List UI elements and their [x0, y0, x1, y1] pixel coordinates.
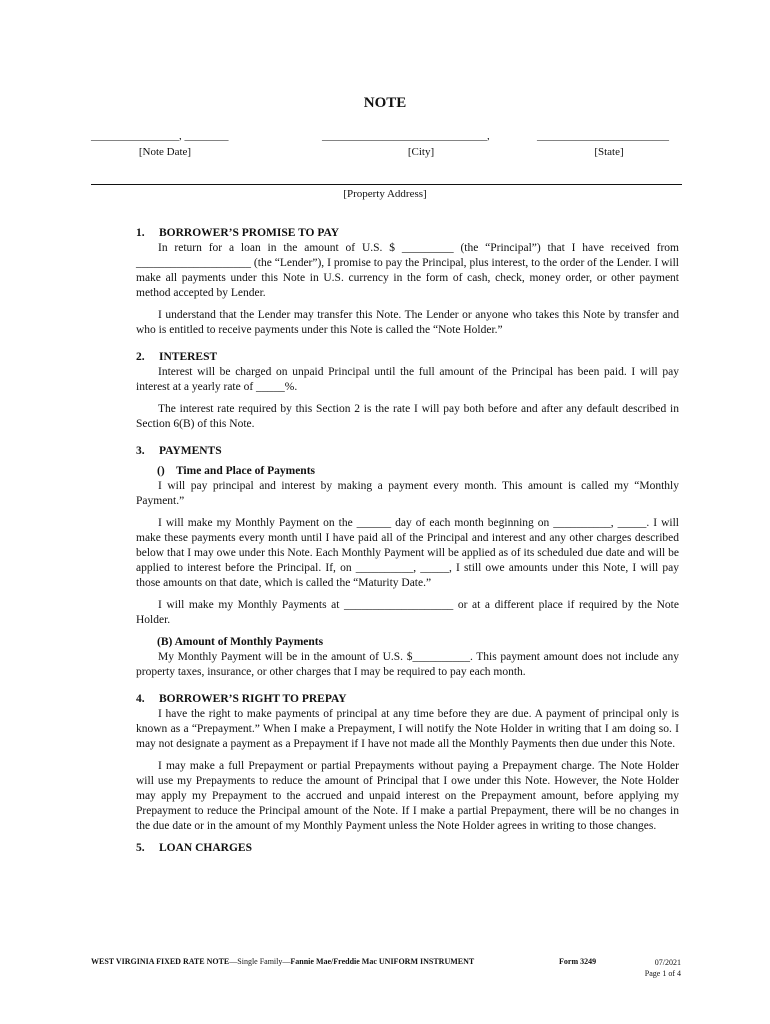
note-date-caption: [Note Date]	[138, 146, 192, 158]
form-date-page	[645, 957, 681, 979]
section-title: LOAN CHARGES	[159, 842, 252, 854]
city-blank: ______________________________,	[322, 130, 490, 142]
section-1	[136, 226, 679, 338]
section-number: 2.	[136, 351, 145, 363]
section-heading	[136, 692, 679, 707]
form-date: 07/2021	[654, 958, 681, 967]
state-caption: [State]	[594, 146, 624, 158]
section-heading	[136, 226, 679, 241]
section-heading	[136, 350, 679, 365]
section-heading	[136, 444, 679, 459]
section-title: BORROWER’S RIGHT TO PREPAY	[159, 693, 347, 705]
document-title: NOTE	[363, 95, 407, 111]
paragraph: I may make a full Prepayment or partial Prepayments without paying a Prepayment charge. The Note Holder will use my Prepayments to reduce the amount of Principal that I owe under this Note. However, the Note Holder may apply my Prepayment to the accrued and unpaid interest on the Prepayment amount, before applying my Prepayment to reduce the Principal amount of the Note. If I make a partial Prepayment, there will be no changes in the due date or in the amount of my Monthly Payment unless the Note Holder agrees in writing to those changes.	[136, 760, 679, 832]
section-heading	[136, 841, 679, 856]
paragraph: The interest rate required by this Section 2 is the rate I will pay both before and after any default described in Section 6(B) of this Note.	[136, 403, 679, 430]
form-title-state: WEST VIRGINIA FIXED RATE NOTE	[91, 957, 230, 966]
paragraph: My Monthly Payment will be in the amount of U.S. $__________. This payment amount does not include any property taxes, insurance, or other charges that I may be required to pay each month.	[136, 651, 679, 678]
paragraph: Interest will be charged on unpaid Principal until the full amount of the Principal has been paid. I will pay interest at a yearly rate of _____%.	[136, 366, 679, 393]
section-3	[136, 444, 679, 680]
state-blank: ________________________	[537, 130, 669, 142]
form-number: Form 3249	[559, 957, 597, 966]
section-title: PAYMENTS	[159, 445, 222, 457]
city-caption: [City]	[407, 146, 435, 158]
subsection-heading-a: () Time and Place of Payments	[157, 465, 316, 477]
form-title-instrument: Fannie Mae/Freddie Mac UNIFORM INSTRUMENT	[290, 957, 475, 966]
section-number: 3.	[136, 445, 145, 457]
section-number: 5.	[136, 842, 145, 854]
section-4	[136, 692, 679, 834]
note-body	[136, 226, 679, 856]
property-address-caption: [Property Address]	[343, 188, 427, 200]
form-title-family: —Single Family—	[229, 957, 291, 966]
section-2	[136, 350, 679, 432]
section-title: BORROWER’S PROMISE TO PAY	[159, 227, 340, 239]
note-date-blank: ________________, ________	[91, 130, 229, 142]
form-title	[91, 957, 474, 966]
paragraph: I will make my Monthly Payments at ___________________ or at a different place if required by the Note Holder.	[136, 599, 679, 626]
section-title: INTEREST	[159, 351, 218, 363]
section-number: 1.	[136, 227, 145, 239]
paragraph: I will pay principal and interest by making a payment every month. This amount is called my “Monthly Payment.”	[136, 480, 679, 507]
subsection-heading-b: (B) Amount of Monthly Payments	[157, 636, 324, 648]
section-number: 4.	[136, 693, 145, 705]
paragraph: In return for a loan in the amount of U.S. $ _________ (the “Principal”) that I have received from ____________________ (the “Lender”), I promise to pay the Principal, plus interest, to the order of the Lender. I will make all payments under this Note in U.S. currency in the form of cash, check, money order, or other payment method accepted by Lender.	[136, 242, 679, 299]
paragraph: I have the right to make payments of principal at any time before they are due. A payment of principal only is known as a “Prepayment.” When I make a Prepayment, I will notify the Note Holder in writing that I am doing so. I may not designate a payment as a Prepayment if I have not made all the Monthly Payments then due under this Note.	[136, 708, 679, 750]
section-5	[136, 841, 679, 856]
paragraph: I understand that the Lender may transfer this Note. The Lender or anyone who takes this Note by transfer and who is entitled to receive payments under this Note is called the “Note Holder.”	[136, 309, 679, 336]
paragraph: I will make my Monthly Payment on the ______ day of each month beginning on __________, _____. I will make these payments every month until I have paid all of the Principal and interest and any other charges described below that I may owe under this Note. Each Monthly Payment will be applied as of its scheduled due date and will be applied to interest before the Principal. If, on __________, _____, I still owe amounts under this Note, I will pay those amounts on that date, which is called the “Maturity Date.”	[136, 517, 679, 589]
property-address-line	[91, 184, 682, 185]
page-number: Page 1 of 4	[644, 969, 681, 978]
